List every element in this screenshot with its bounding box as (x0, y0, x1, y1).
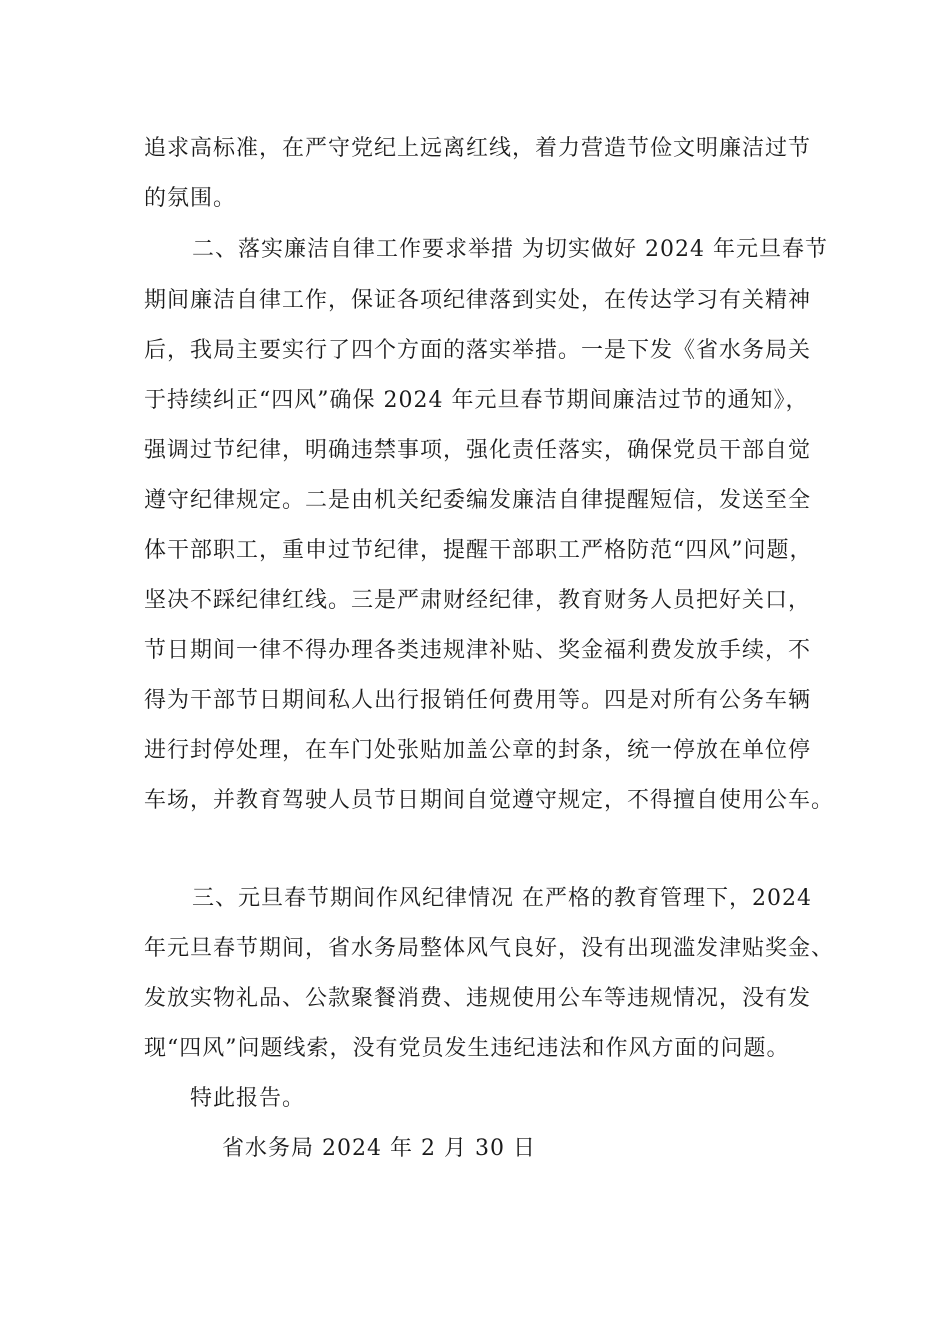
text-line: 期间廉洁自律工作，保证各项纪律落到实处，在传达学习有关精神 (144, 288, 812, 313)
text-line: 追求高标准，在严守党纪上远离红线，着力营造节俭文明廉洁过节 (144, 136, 812, 161)
text-line: 坚决不踩纪律红线。三是严肃财经纪律，教育财务人员把好关口， (144, 588, 812, 613)
text-line: 车场，并教育驾驶人员节日期间自觉遵守规定，不得擅自使用公车。 (144, 788, 835, 813)
text-line: 的氛围。 (144, 186, 237, 211)
text-line: 强调过节纪律，明确违禁事项，强化责任落实，确保党员干部自觉 (144, 438, 812, 463)
text-line: 节日期间一律不得办理各类违规津补贴、奖金福利费发放手续，不 (144, 638, 812, 663)
text-line: 年元旦春节期间，省水务局整体风气良好，没有出现滥发津贴奖金、 (144, 936, 835, 961)
text-line: 体干部职工，重申过节纪律，提醒干部职工严格防范“四风”问题， (144, 538, 813, 563)
closing-text: 特此报告。 (190, 1086, 306, 1111)
text-line: 得为干部节日期间私人出行报销任何费用等。四是对所有公务车辆 (144, 688, 812, 713)
section-3-heading-line: 三、元旦春节期间作风纪律情况 在严格的教育管理下，2024 (192, 886, 812, 911)
text-line: 进行封停处理，在车门处张贴加盖公章的封条，统一停放在单位停 (144, 738, 812, 763)
text-line: 现“四风”问题线索，没有党员发生违纪违法和作风方面的问题。 (144, 1036, 790, 1061)
section-2-heading-line: 二、落实廉洁自律工作要求举措 为切实做好 2024 年元旦春节 (192, 237, 828, 262)
text-line: 遵守纪律规定。二是由机关纪委编发廉洁自律提醒短信，发送至全 (144, 488, 812, 513)
text-line: 于持续纠正“四风”确保 2024 年元旦春节期间廉洁过节的通知》， (144, 388, 809, 413)
text-line: 后，我局主要实行了四个方面的落实举措。一是下发《省水务局关 (144, 338, 812, 363)
signature-date: 省水务局 2024 年 2 月 30 日 (222, 1136, 536, 1161)
text-line: 发放实物礼品、公款聚餐消费、违规使用公车等违规情况，没有发 (144, 986, 812, 1011)
